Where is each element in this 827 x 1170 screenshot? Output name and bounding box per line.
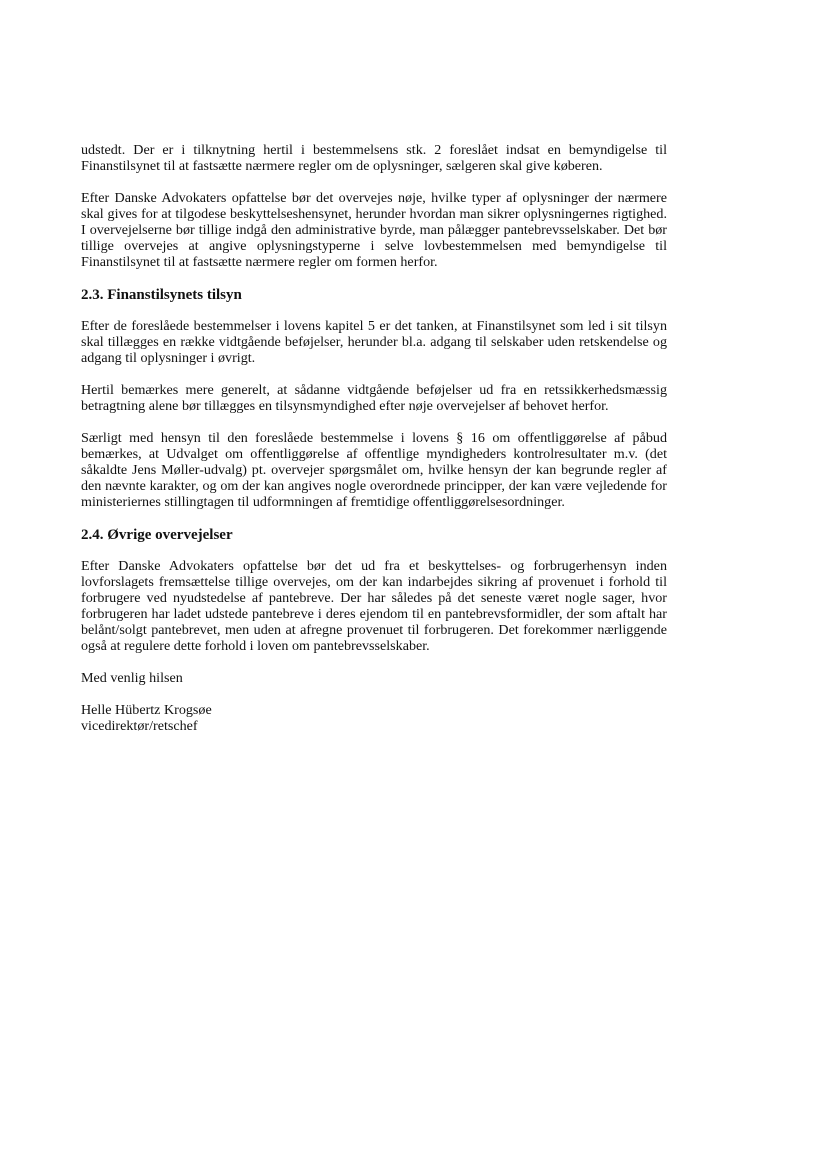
section-2-3-paragraph-2: Hertil bemærkes mere generelt, at sådanne vidtgående beføjelser ud fra en retssikkerhedsmæssig betragtning alene bør tillægges en tilsynsmyndighed efter nøje overvejelser af behovet herfor. bbox=[81, 382, 667, 414]
section-2-4-paragraph-1: Efter Danske Advokaters opfattelse bør det ud fra et beskyttelses- og forbrugerhensyn inden lovforslagets fremsættelse tillige overvejes, om der kan indarbejdes sikring af provenuet i forhold til forbrugere ved nyudstedelse af pantebreve. Der har således på det seneste været nogle sager, hvor forbrugeren har ladet udstede pantebreve i deres ejendom til en pantebrevsformidler, der som aftalt har belånt/solgt pantebrevet, men uden at afregne provenuet til forbrugeren. Det forekommer nærliggende også at regulere dette forhold i loven om pantebrevsselskaber. bbox=[81, 558, 667, 654]
section-heading-2-4: 2.4. Øvrige overvejelser bbox=[81, 527, 233, 543]
intro-paragraph-2: Efter Danske Advokaters opfattelse bør det overvejes nøje, hvilke typer af oplysninger der nærmere skal gives for at tilgodese beskyttelseshensynet, herunder hvordan man sikrer oplysningernes rigtighed. I overvejelserne bør tillige indgå den administrative byrde, man pålægger pantebrevsselskaber. Det bør tillige overvejes at angive oplysningstyperne i selve lovbestemmelsen med bemyndigelse til Finanstilsynet til at fastsætte nærmere regler om formen herfor. bbox=[81, 190, 667, 270]
section-2-3-paragraph-1: Efter de foreslåede bestemmelser i lovens kapitel 5 er det tanken, at Finanstilsynet som led i sit tilsyn skal tillægges en række vidtgående beføjelser, herunder bl.a. adgang til selskaber uden retskendelse og adgang til oplysninger i øvrigt. bbox=[81, 318, 667, 366]
signature-title: vicedirektør/retschef bbox=[81, 718, 198, 734]
document-page bbox=[81, 142, 667, 734]
closing-greeting: Med venlig hilsen bbox=[81, 670, 183, 686]
section-2-3-paragraph-3: Særligt med hensyn til den foreslåede bestemmelse i lovens § 16 om offentliggørelse af påbud bemærkes, at Udvalget om offentliggørelse af offentlige myndigheders kontrolresultater m.v. (det såkaldte Jens Møller-udvalg) pt. overvejer spørgsmålet om, hvilke hensyn der kan begrunde regler af den nævnte karakter, og om der kan angives nogle overordnede principper, der kan være vejledende for ministeriernes stillingtagen til udformningen af fremtidige offentliggørelsesordninger. bbox=[81, 430, 667, 510]
signature-name: Helle Hübertz Krogsøe bbox=[81, 702, 212, 718]
section-heading-2-3: 2.3. Finanstilsynets tilsyn bbox=[81, 287, 242, 303]
intro-paragraph-1: udstedt. Der er i tilknytning hertil i bestemmelsens stk. 2 foreslået indsat en bemyndigelse til Finanstilsynet til at fastsætte nærmere regler om de oplysninger, sælgeren skal give køberen. bbox=[81, 142, 667, 174]
